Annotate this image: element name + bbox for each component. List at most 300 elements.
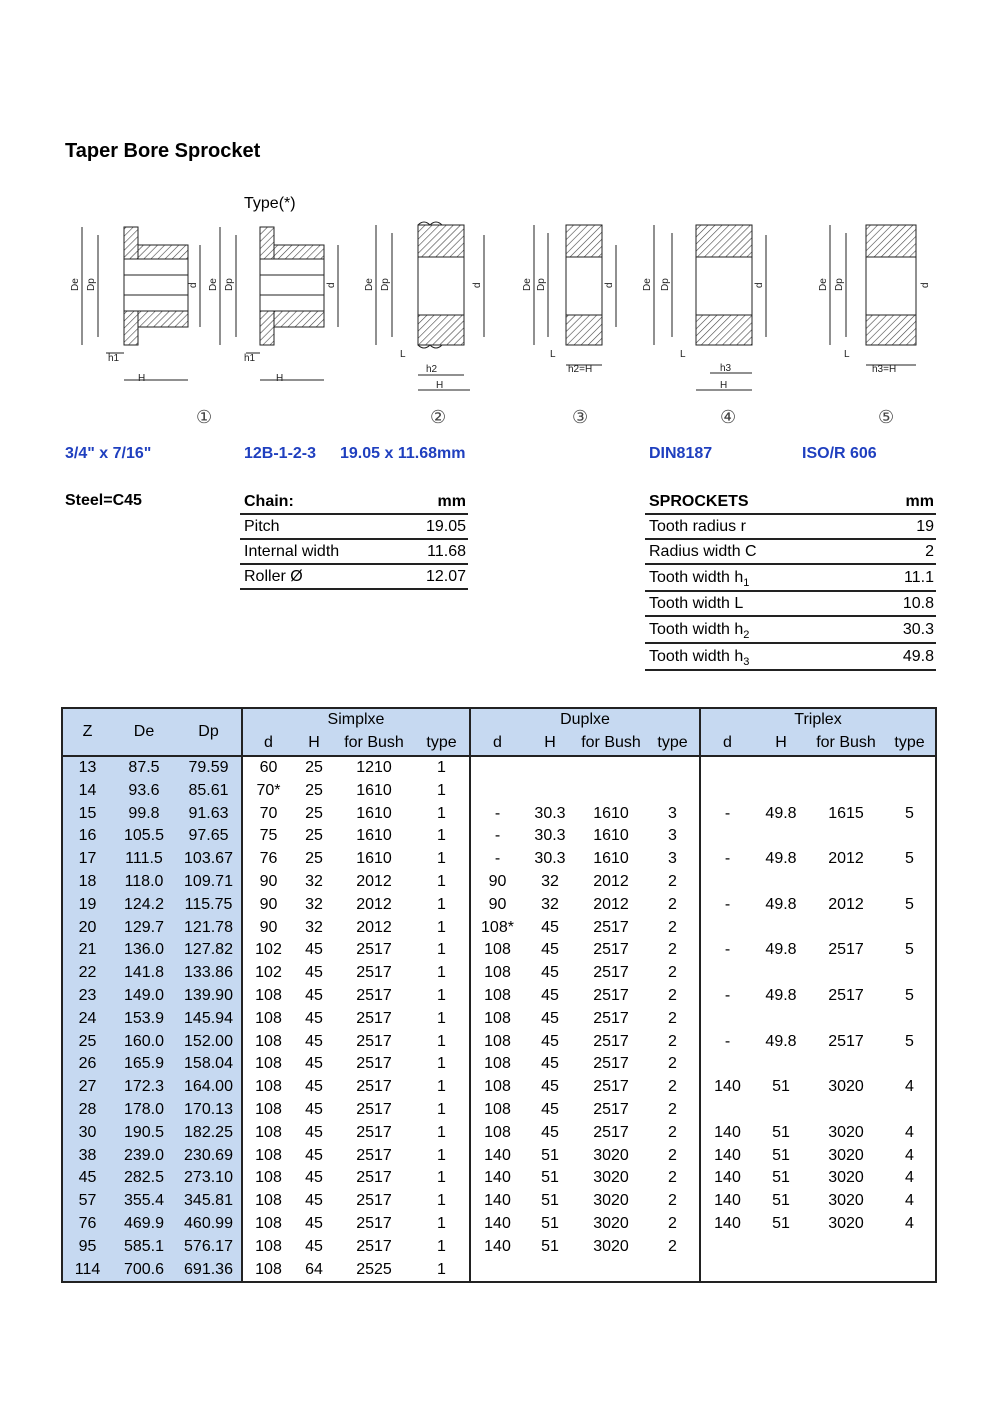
table-cell: 45	[541, 941, 559, 959]
label-d-6: d	[920, 282, 931, 288]
subcol-bush: for Bush	[334, 732, 414, 756]
table-cell	[524, 779, 576, 802]
table-cell: 45	[541, 1078, 559, 1096]
table-cell	[754, 1258, 808, 1282]
table-row	[62, 1053, 936, 1076]
table-cell: 45	[541, 964, 559, 982]
table-cell: 108	[255, 1100, 282, 1118]
table-cell: 105.5	[112, 825, 176, 848]
table-cell: 2517	[593, 964, 629, 982]
table-cell: 1	[414, 1007, 470, 1030]
table-cell	[808, 1099, 884, 1122]
table-cell	[884, 1258, 936, 1282]
table-cell: 25	[305, 758, 323, 776]
type-3-drawing	[534, 225, 616, 365]
table-cell: 4	[884, 1076, 936, 1099]
table-cell: 45	[305, 941, 323, 959]
table-cell: 133.86	[176, 962, 242, 985]
table-cell: 25	[305, 804, 323, 822]
table-cell: 121.78	[176, 916, 242, 939]
table-cell: 51	[541, 1146, 559, 1164]
table-cell: 1	[414, 962, 470, 985]
table-cell: 2	[646, 1213, 700, 1236]
table-cell: 2	[646, 1167, 700, 1190]
table-cell: 108	[255, 1123, 282, 1141]
table-cell: 51	[772, 1146, 790, 1164]
table-cell: 158.04	[176, 1053, 242, 1076]
table-cell: 140	[714, 1214, 741, 1232]
table-cell: 1615	[828, 804, 864, 822]
table-cell: 45	[305, 1146, 323, 1164]
table-row	[62, 1213, 936, 1236]
table-cell: 4	[884, 1144, 936, 1167]
table-cell: 2	[646, 1053, 700, 1076]
col-z-header: Z	[62, 708, 112, 756]
table-cell	[884, 1053, 936, 1076]
table-cell	[700, 1258, 754, 1282]
type-number-4: ④	[720, 407, 737, 428]
table-row	[62, 1099, 936, 1122]
table-cell: 87.5	[112, 756, 176, 780]
table-cell: 49.8	[765, 986, 797, 1004]
table-cell: 108	[255, 1237, 282, 1255]
chain-dims: 19.05 x 11.68mm	[340, 445, 466, 462]
table-cell: 2517	[593, 941, 629, 959]
table-cell: 576.17	[176, 1235, 242, 1258]
table-cell: 2517	[593, 1009, 629, 1027]
table-cell: 3020	[828, 1214, 864, 1232]
table-cell: 26	[62, 1053, 112, 1076]
table-cell: 1	[414, 802, 470, 825]
table-cell: 273.10	[176, 1167, 242, 1190]
table-cell	[808, 1007, 884, 1030]
table-cell	[524, 1258, 576, 1282]
table-cell: 140	[714, 1123, 741, 1141]
subcol-d: d	[700, 732, 754, 756]
table-cell: 45	[541, 1032, 559, 1050]
standard-din: DIN8187	[649, 445, 713, 462]
table-cell	[754, 962, 808, 985]
table-cell: 90	[488, 895, 507, 913]
table-cell: 91.63	[176, 802, 242, 825]
table-cell: 108	[484, 1078, 511, 1096]
table-cell: -	[724, 986, 731, 1004]
table-cell	[884, 825, 936, 848]
table-cell: 2517	[593, 1100, 629, 1118]
table-cell: 108	[484, 1055, 511, 1073]
table-cell: 140	[714, 1192, 741, 1210]
table-cell	[754, 825, 808, 848]
table-cell: 2517	[356, 1146, 392, 1164]
table-cell: -	[724, 895, 731, 913]
label-d-3: d	[472, 282, 483, 288]
table-cell: 178.0	[112, 1099, 176, 1122]
label-dp-6: Dp	[834, 278, 845, 291]
table-cell: 2012	[356, 918, 392, 936]
subcol-bush: for Bush	[808, 732, 884, 756]
table-cell: 1	[414, 871, 470, 894]
table-cell: -	[494, 804, 501, 822]
table-cell: 2517	[356, 1100, 392, 1118]
table-cell: 3020	[593, 1192, 629, 1210]
table-cell: 4	[884, 1167, 936, 1190]
table-cell: 114	[62, 1258, 112, 1282]
table-cell: 2	[646, 985, 700, 1008]
table-cell: 2517	[828, 941, 864, 959]
table-cell: 108	[255, 1009, 282, 1027]
table-cell: 30.3	[534, 827, 566, 845]
table-cell: 2517	[828, 1032, 864, 1050]
table-cell	[754, 1053, 808, 1076]
table-row	[62, 1121, 936, 1144]
table-cell: 45	[305, 1009, 323, 1027]
table-cell	[700, 779, 754, 802]
table-cell: 32	[541, 872, 559, 890]
table-cell: 3020	[828, 1146, 864, 1164]
table-cell: 95	[62, 1235, 112, 1258]
label-d-4: d	[604, 282, 615, 288]
table-cell: 5	[884, 893, 936, 916]
table-cell: 1	[414, 985, 470, 1008]
label-dp-4: Dp	[536, 278, 547, 291]
table-cell: 165.9	[112, 1053, 176, 1076]
table-cell: 2517	[356, 1123, 392, 1141]
col-de-header: De	[112, 708, 176, 756]
table-cell	[808, 962, 884, 985]
table-cell: 172.3	[112, 1076, 176, 1099]
table-cell: 469.9	[112, 1213, 176, 1236]
table-cell	[808, 756, 884, 780]
sprockets-spec-row: Tooth width $h_3$ 49.8	[645, 644, 936, 671]
table-cell: 127.82	[176, 939, 242, 962]
table-header-row-1	[62, 708, 936, 732]
table-cell: 45	[541, 918, 559, 936]
table-cell: 28	[62, 1099, 112, 1122]
table-cell: 45	[541, 1100, 559, 1118]
table-cell: 108	[255, 1055, 282, 1073]
subcol-h: H	[294, 732, 334, 756]
table-cell: 108	[242, 1258, 294, 1282]
table-cell: 2517	[356, 1032, 392, 1050]
table-cell	[700, 1235, 754, 1258]
table-cell: 2	[646, 1076, 700, 1099]
table-cell: 108	[255, 1214, 282, 1232]
table-cell: 1	[414, 916, 470, 939]
table-cell: 2517	[356, 1214, 392, 1232]
table-cell: 75	[259, 827, 278, 845]
table-cell: 51	[541, 1169, 559, 1187]
table-cell: 140	[714, 1146, 741, 1164]
type-4-drawing	[654, 225, 766, 390]
table-cell	[808, 916, 884, 939]
table-cell: 153.9	[112, 1007, 176, 1030]
table-cell: 32	[541, 895, 559, 913]
table-cell: 1610	[593, 827, 629, 845]
table-cell: 102	[255, 941, 282, 959]
table-cell: 2	[646, 1144, 700, 1167]
table-cell: 45	[541, 986, 559, 1004]
table-cell: 2	[646, 939, 700, 962]
table-cell: 49.8	[765, 1032, 797, 1050]
label-dp-5: Dp	[660, 278, 671, 291]
label-h2h-4: h2=H	[568, 364, 593, 375]
table-cell: 190.5	[112, 1121, 176, 1144]
table-cell: 18	[62, 871, 112, 894]
table-cell: 3020	[593, 1146, 629, 1164]
table-cell: 108	[484, 1032, 511, 1050]
type-number-5: ⑤	[878, 407, 895, 428]
table-cell: 51	[541, 1214, 559, 1232]
table-cell	[884, 779, 936, 802]
table-row	[62, 893, 936, 916]
table-row	[62, 1030, 936, 1053]
table-cell: 90	[488, 872, 507, 890]
table-cell: 108	[484, 964, 511, 982]
label-de-4: De	[522, 278, 533, 291]
table-cell: 2517	[593, 1123, 629, 1141]
label-de-6: De	[818, 278, 829, 291]
table-cell	[700, 1099, 754, 1122]
table-cell: 700.6	[112, 1258, 176, 1282]
label-l-5: L	[680, 349, 686, 360]
table-cell: 239.0	[112, 1144, 176, 1167]
table-cell: 345.81	[176, 1190, 242, 1213]
table-row	[62, 779, 936, 802]
table-cell	[884, 871, 936, 894]
table-cell: 140	[714, 1078, 741, 1096]
table-cell: 139.90	[176, 985, 242, 1008]
table-cell: 102	[255, 964, 282, 982]
table-cell: 2	[646, 1007, 700, 1030]
label-h2-3: h2	[426, 364, 438, 375]
group-triplex-header: Triplex	[700, 708, 936, 732]
table-cell: -	[724, 804, 731, 822]
table-cell: -	[724, 1032, 731, 1050]
table-cell: 5	[884, 802, 936, 825]
label-h-1: H	[138, 373, 146, 384]
table-cell: 108	[255, 1078, 282, 1096]
table-cell: 32	[305, 895, 323, 913]
table-cell	[808, 871, 884, 894]
table-cell	[808, 1053, 884, 1076]
table-cell: 30.3	[534, 804, 566, 822]
table-row	[62, 756, 936, 780]
table-cell: 70*	[256, 781, 281, 799]
subcol-d: d	[470, 732, 524, 756]
table-cell: 108*	[481, 918, 514, 936]
material-label: Steel=C45	[65, 492, 142, 509]
table-cell	[808, 779, 884, 802]
table-cell: 1	[414, 1076, 470, 1099]
table-cell: 1610	[356, 781, 392, 799]
table-cell	[700, 962, 754, 985]
table-cell: 2525	[334, 1258, 414, 1282]
label-d-5: d	[754, 282, 765, 288]
table-cell: 1	[414, 1030, 470, 1053]
table-cell: 1	[414, 1190, 470, 1213]
table-cell: 79.59	[176, 756, 242, 780]
table-cell: 2517	[356, 1078, 392, 1096]
table-cell	[700, 916, 754, 939]
table-cell: 45	[305, 1100, 323, 1118]
table-cell	[754, 779, 808, 802]
table-cell	[576, 1258, 646, 1282]
table-cell: 2517	[356, 1192, 392, 1210]
table-cell: 1	[414, 1121, 470, 1144]
table-cell: 182.25	[176, 1121, 242, 1144]
table-cell: 1610	[356, 850, 392, 868]
table-row	[62, 1258, 936, 1282]
table-cell: 1	[414, 1235, 470, 1258]
table-cell: 32	[305, 872, 323, 890]
table-cell: 45	[305, 1078, 323, 1096]
table-cell: 22	[62, 962, 112, 985]
table-cell: 124.2	[112, 893, 176, 916]
table-cell	[700, 871, 754, 894]
table-cell: 2012	[593, 895, 629, 913]
table-cell: 118.0	[112, 871, 176, 894]
table-cell	[754, 1235, 808, 1258]
table-cell: 49.8	[765, 850, 797, 868]
table-cell: 1610	[593, 850, 629, 868]
label-de-3: De	[364, 278, 375, 291]
table-cell: 14	[62, 779, 112, 802]
col-dp-header: Dp	[176, 708, 242, 756]
table-cell: 2517	[593, 918, 629, 936]
table-cell: 5	[884, 848, 936, 871]
table-cell: 99.8	[112, 802, 176, 825]
table-cell: 2012	[356, 895, 392, 913]
table-row	[62, 1007, 936, 1030]
table-cell	[808, 1235, 884, 1258]
table-cell: 93.6	[112, 779, 176, 802]
label-h-2: H	[276, 373, 284, 384]
table-cell: 27	[62, 1076, 112, 1099]
table-cell: 4	[884, 1190, 936, 1213]
label-l-3: L	[400, 349, 406, 360]
table-cell	[576, 756, 646, 780]
table-cell: 282.5	[112, 1167, 176, 1190]
label-de-1: De	[70, 278, 81, 291]
table-cell: -	[494, 850, 501, 868]
table-cell	[884, 1007, 936, 1030]
label-l-4: L	[550, 349, 556, 360]
table-cell: 140	[484, 1169, 511, 1187]
chain-spec-row: Internal width 11.68	[240, 540, 468, 565]
table-cell: 2012	[828, 895, 864, 913]
table-cell: 1	[414, 1167, 470, 1190]
table-cell: 45	[305, 1032, 323, 1050]
table-cell	[576, 779, 646, 802]
table-cell	[884, 1235, 936, 1258]
table-cell: 111.5	[112, 848, 176, 871]
table-cell: 2517	[593, 1032, 629, 1050]
table-cell: 5	[884, 1030, 936, 1053]
table-cell: 97.65	[176, 825, 242, 848]
table-cell: -	[724, 941, 731, 959]
table-cell: 21	[62, 939, 112, 962]
chain-spec-header: Chain: mm	[240, 490, 468, 515]
label-l-6: L	[844, 349, 850, 360]
table-cell: 5	[884, 939, 936, 962]
table-cell: 45	[305, 964, 323, 982]
table-cell: 140	[714, 1169, 741, 1187]
table-cell: 3	[646, 848, 700, 871]
table-cell: 2	[646, 1121, 700, 1144]
table-cell: 1210	[356, 758, 392, 776]
table-cell: 1610	[593, 804, 629, 822]
table-cell: 45	[305, 1214, 323, 1232]
table-cell: 164.00	[176, 1076, 242, 1099]
table-cell: 15	[62, 802, 112, 825]
sprockets-spec-header: SPROCKETS mm	[645, 490, 936, 515]
label-dp-3: Dp	[380, 278, 391, 291]
table-cell: 2517	[828, 986, 864, 1004]
table-cell: 1	[414, 893, 470, 916]
subcol-type: type	[884, 732, 936, 756]
table-cell: 109.71	[176, 871, 242, 894]
table-cell: 2	[646, 962, 700, 985]
table-cell: 2012	[828, 850, 864, 868]
table-cell: 76	[62, 1213, 112, 1236]
table-cell: 51	[772, 1169, 790, 1187]
label-h-5: H	[720, 380, 728, 391]
table-cell: 141.8	[112, 962, 176, 985]
table-cell	[884, 962, 936, 985]
chain-spec-table	[240, 490, 468, 590]
table-cell: 2012	[356, 872, 392, 890]
subcol-type: type	[646, 732, 700, 756]
table-cell: 51	[772, 1123, 790, 1141]
type-number-1: ①	[196, 407, 213, 428]
table-cell	[754, 756, 808, 780]
table-cell: 1	[414, 825, 470, 848]
table-row	[62, 962, 936, 985]
table-cell: 90	[259, 872, 278, 890]
table-cell: 2	[646, 871, 700, 894]
label-h-3: H	[436, 380, 444, 391]
table-cell: 160.0	[112, 1030, 176, 1053]
table-cell: 1	[414, 1213, 470, 1236]
table-cell: 51	[772, 1214, 790, 1232]
type-label: Type(*)	[244, 195, 296, 212]
table-cell	[754, 916, 808, 939]
table-cell: 49.8	[765, 941, 797, 959]
table-cell	[470, 756, 524, 780]
table-cell: 140	[484, 1146, 511, 1164]
table-cell: 24	[62, 1007, 112, 1030]
table-cell: 3020	[828, 1078, 864, 1096]
table-cell: 30	[62, 1121, 112, 1144]
table-cell: 2	[646, 1030, 700, 1053]
table-row	[62, 1076, 936, 1099]
label-d-2: d	[326, 282, 337, 288]
table-cell: 45	[305, 1169, 323, 1187]
label-h1-2: h1	[244, 353, 256, 364]
table-cell	[884, 756, 936, 780]
type-number-3: ③	[572, 407, 589, 428]
table-cell: 2	[646, 1190, 700, 1213]
table-cell	[808, 1258, 884, 1282]
table-cell: 2	[646, 893, 700, 916]
table-cell: 2517	[356, 964, 392, 982]
table-row	[62, 848, 936, 871]
table-cell: 2517	[356, 1237, 392, 1255]
table-cell: 230.69	[176, 1144, 242, 1167]
table-cell: 108	[255, 1146, 282, 1164]
table-cell: 90	[259, 895, 278, 913]
table-cell: 140	[484, 1237, 511, 1255]
